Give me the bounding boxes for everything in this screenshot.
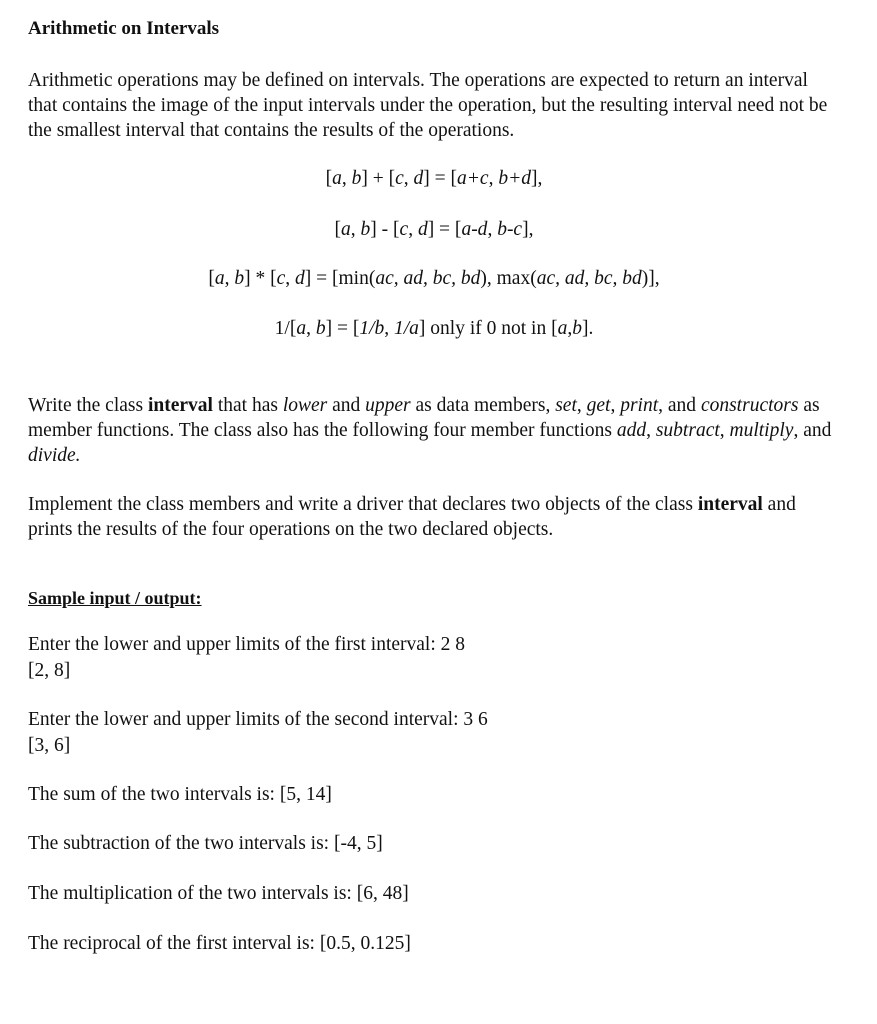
io-line: The subtraction of the two intervals is: [-4, 5]: [28, 833, 383, 854]
intro-paragraph: Arithmetic operations may be defined on intervals. The operations are expected to return an interval that contains the image of the input intervals under the operation, but the resulting interval need not be the smallest interval that contains the results of the operations.: [28, 70, 828, 141]
formula-multiplication: [a, b] * [c, d] = [min(ac, ad, bc, bd), max(ac, ad, bc, bd)],: [208, 268, 660, 289]
formula-subtraction: [a, b] - [c, d] = [a-d, b-c],: [334, 219, 534, 240]
io-line: Enter the lower and upper limits of the first interval: 2 8: [28, 634, 466, 655]
formula-addition: [a, b] + [c, d] = [a+c, b+d],: [325, 168, 543, 189]
implement-paragraph: Implement the class members and write a driver that declares two objects of the class interval and prints the results of the four operations on the two declared objects.: [28, 494, 796, 540]
io-line: The sum of the two intervals is: [5, 14]: [28, 784, 332, 805]
io-line: [3, 6]: [28, 735, 71, 756]
io-line: The multiplication of the two intervals is: [6, 48]: [28, 883, 409, 904]
sample-io-heading: Sample input / output:: [28, 588, 202, 608]
io-line: [2, 8]: [28, 660, 71, 681]
io-line: Enter the lower and upper limits of the second interval: 3 6: [28, 709, 488, 730]
formula-division: 1/[a, b] = [1/b, 1/a] only if 0 not in [a,b].: [274, 318, 594, 339]
task-paragraph: Write the class interval that has lower and upper as data members, set, get, print, and constructors as member functions. The class also has the following four member functions add, subtract, multiply, and divide.: [28, 395, 832, 466]
page-title: Arithmetic on Intervals: [28, 18, 220, 39]
io-line: The reciprocal of the first interval is: [0.5, 0.125]: [28, 933, 411, 954]
